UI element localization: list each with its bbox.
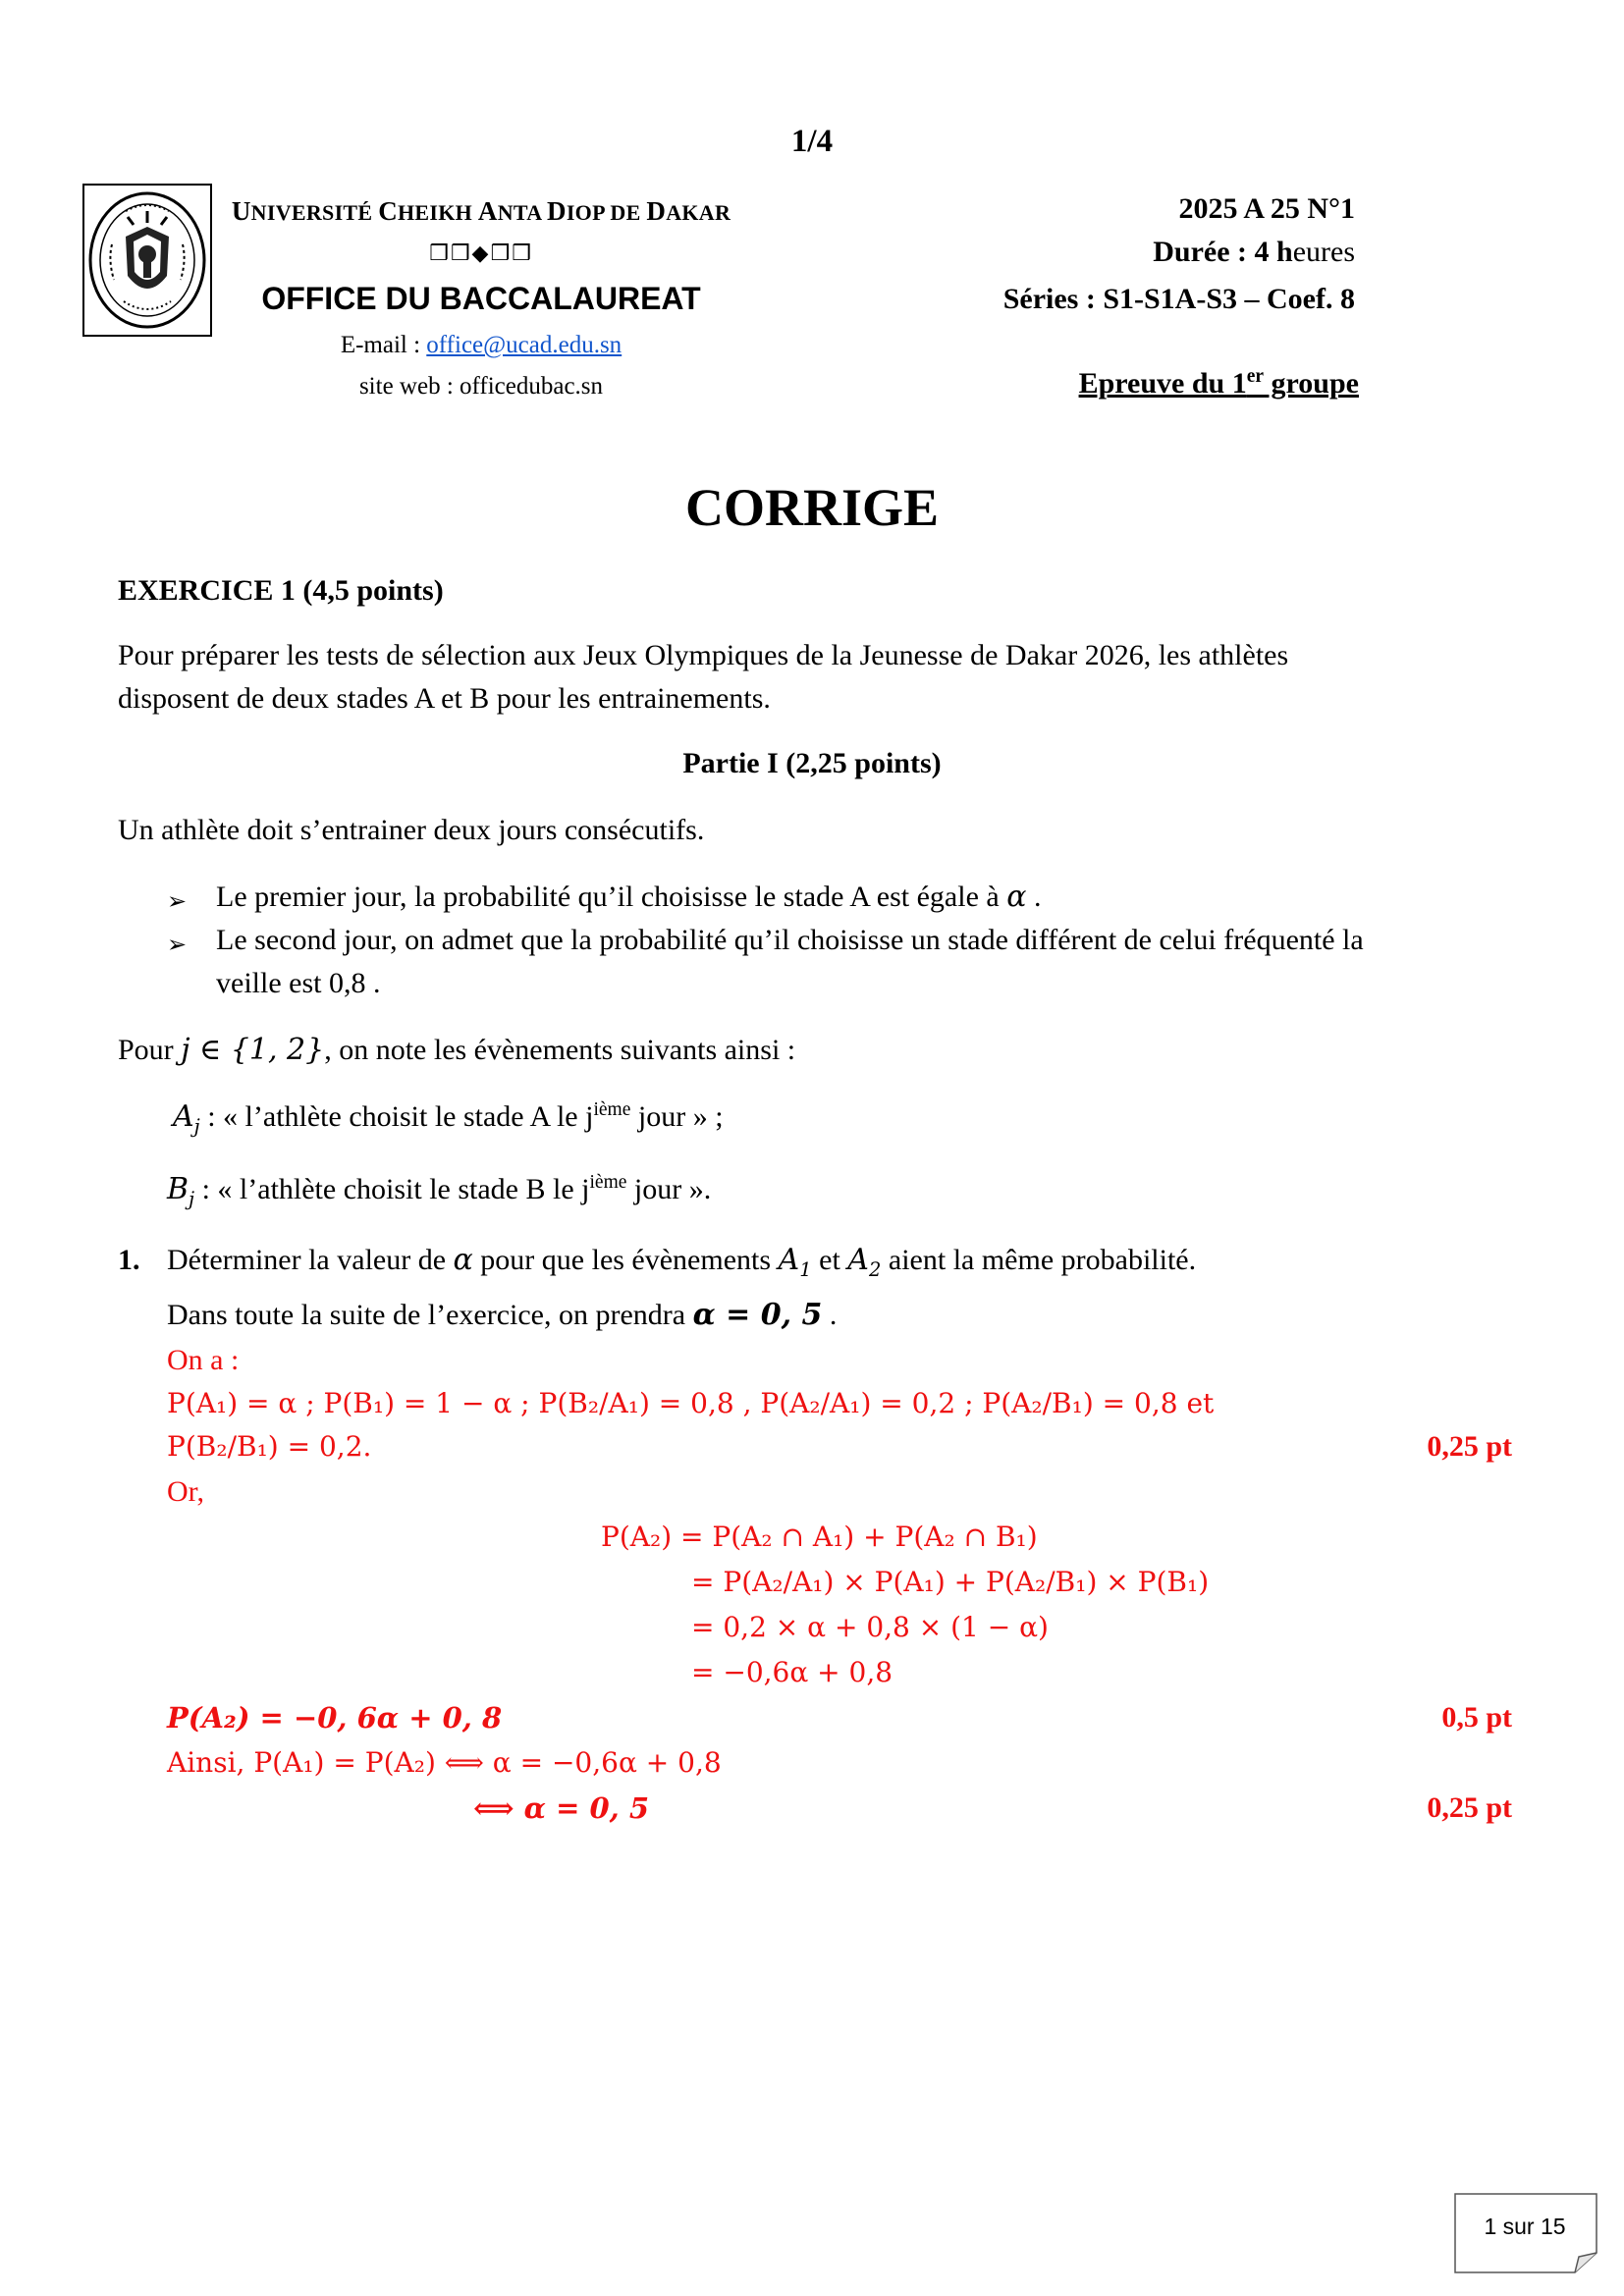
duration: Durée : 4 heures xyxy=(1153,236,1355,268)
points-badge-1: 0,25 pt xyxy=(1427,1430,1512,1463)
event-a-definition: $A_j$ : « l’athlète choisit le stade A le $j^{ième}$ jour » ; xyxy=(173,1099,724,1138)
answer-probabilities-line-2: P(B₂/B₁) = 0,2. xyxy=(167,1430,372,1463)
athlete-line: Un athlète doit s’entrainer deux jours consécutifs. xyxy=(118,814,705,846)
answer-result: P(A₂) = −0, 6α + 0, 8 xyxy=(167,1701,503,1735)
event-b-definition: $B_j$ : « l’athlète choisit le stade B le $j^{ième}$ jour ». xyxy=(167,1172,712,1210)
answer-probabilities-line-1: P(A₁) = α ; P(B₁) = 1 − α ; P(B₂/A₁) = 0,8 , P(A₂/A₁) = 0,2 ; P(A₂/B₁) = 0,8 et xyxy=(167,1387,1215,1419)
email-link[interactable]: office@ucad.edu.sn xyxy=(426,332,623,358)
footer-page-box xyxy=(1453,2192,1598,2274)
footer-page-number: 1 sur 15 xyxy=(1484,2214,1566,2239)
website-line: site web : officedubac.sn xyxy=(358,373,604,400)
document-title: CORRIGE xyxy=(684,478,940,537)
part-title: Partie I (2,25 points) xyxy=(682,747,942,779)
intro-line-2: disposent de deux stades A et B pour les entrainements. xyxy=(118,682,771,715)
university-name: UNIVERSITÉ CHEIKH ANTA DIOP DE DAKAR xyxy=(231,196,731,226)
bullet-item-1: ➢ Le premier jour, la probabilité qu’il choisisse le stade A est égale à α . xyxy=(167,876,1571,919)
answer-equivalence: Ainsi, P(A₁) = P(A₂) ⟺ α = −0,6α + 0,8 xyxy=(167,1746,722,1779)
exam-group: Epreuve du 1er groupe xyxy=(1078,366,1359,400)
answer-or: Or, xyxy=(167,1475,204,1508)
answer-on-a: On a : xyxy=(167,1344,240,1376)
question-1-text: Déterminer la valeur de α pour que les évènements $A_1$ et $A_2$ aient la même probabilité. xyxy=(167,1243,1197,1281)
email-line: E-mail : office@ucad.edu.sn xyxy=(340,332,623,358)
equation-line-2: = P(A₂/A₁) × P(A₁) + P(A₂/B₁) × P(B₁) xyxy=(691,1566,1210,1598)
arrow-bullet-icon: ➢ xyxy=(167,931,188,958)
arrow-bullet-icon: ➢ xyxy=(167,887,188,915)
question-1-note: Dans toute la suite de l’exercice, on prendra α = 0, 5 . xyxy=(167,1298,838,1332)
events-intro: Pour j ∈ {1, 2}, on note les évènements suivants ainsi : xyxy=(118,1033,796,1067)
exercise-title: EXERCICE 1 (4,5 points) xyxy=(118,574,444,607)
question-number: 1. xyxy=(118,1244,140,1276)
series-coef: Séries : S1-S1A-S3 – Coef. 8 xyxy=(1002,283,1355,315)
points-badge-3: 0,25 pt xyxy=(1427,1791,1512,1824)
equation-line-3: = 0,2 × α + 0,8 × (1 − α) xyxy=(691,1611,1049,1643)
equation-line-1: P(A₂) = P(A₂ ∩ A₁) + P(A₂ ∩ B₁) xyxy=(601,1521,1038,1553)
exam-code: 2025 A 25 N°1 xyxy=(1178,192,1355,225)
bullet-item-2-cont: veille est 0,8 . xyxy=(216,967,381,999)
page-number: 1/4 xyxy=(790,124,834,159)
points-badge-2: 0,5 pt xyxy=(1441,1701,1512,1734)
answer-final: ⟺ α = 0, 5 xyxy=(473,1791,650,1825)
equation-line-4: = −0,6α + 0,8 xyxy=(691,1656,893,1688)
office-title: OFFICE DU BACCALAUREAT xyxy=(261,281,701,316)
intro-line-1: Pour préparer les tests de sélection aux Jeux Olympiques de la Jeunesse de Dakar 2026, les athlètes xyxy=(118,639,1289,671)
header-ornament: ❒❒◆❒❒ xyxy=(429,241,533,266)
bullet-item-2: ➢ Le second jour, on admet que la probabilité qu’il choisisse un stade différent de celui fréquenté la xyxy=(167,919,1571,962)
